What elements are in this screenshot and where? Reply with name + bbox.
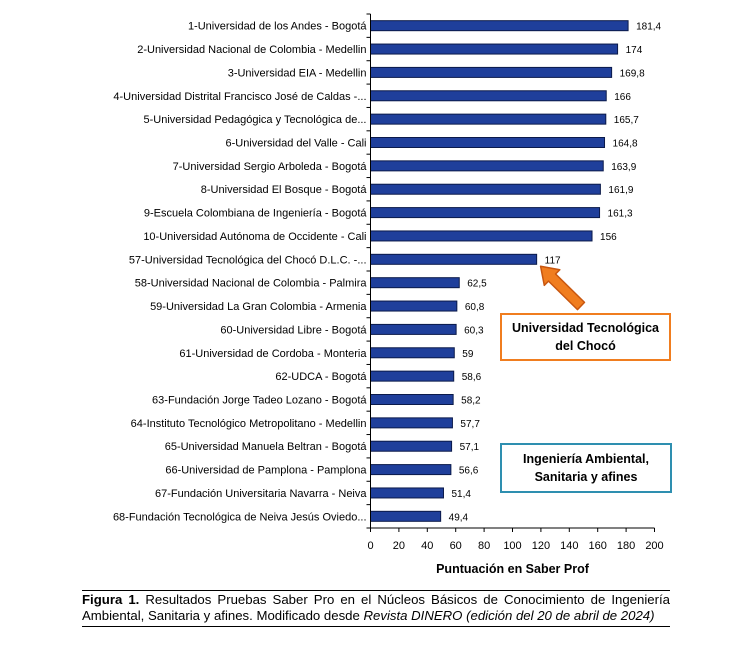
callout-area-line-1: Ingeniería Ambiental, <box>523 451 649 466</box>
category-label: 59-Universidad La Gran Colombia - Armenia <box>150 301 367 314</box>
value-label: 57,1 <box>459 442 480 454</box>
category-label: 3-Universidad EIA - Medellin <box>227 67 367 80</box>
category-label: 64-Instituto Tecnológico Metropolitano - Medellin <box>130 417 367 430</box>
callout-arrow <box>541 266 585 309</box>
bar <box>371 418 453 428</box>
x-tick-label: 120 <box>531 540 551 552</box>
bar <box>371 511 441 521</box>
caption-label: Figura 1. <box>82 592 140 607</box>
category-label: 7-Universidad Sergio Arboleda - Bogotá <box>172 160 367 173</box>
bar <box>371 278 460 288</box>
bar <box>371 371 454 381</box>
x-tick-label: 20 <box>392 540 406 552</box>
bar <box>371 114 606 124</box>
x-tick-label: 80 <box>477 540 491 552</box>
category-label: 63-Fundación Jorge Tadeo Lozano - Bogotá <box>152 394 367 407</box>
category-label: 9-Escuela Colombiana de Ingeniería - Bogotá <box>143 207 367 220</box>
category-label: 58-Universidad Nacional de Colombia - Palmira <box>134 277 367 290</box>
bar <box>371 161 604 171</box>
category-label: 8-Universidad El Bosque - Bogotá <box>200 184 367 197</box>
category-label: 10-Universidad Autónoma de Occidente - Cali <box>143 230 367 243</box>
value-label: 156 <box>600 231 617 243</box>
category-label: 57-Universidad Tecnológica del Chocó D.L.C. -... <box>128 254 367 267</box>
category-label: 65-Universidad Manuela Beltran - Bogotá <box>164 441 367 454</box>
bar <box>371 184 601 194</box>
value-label: 166 <box>614 91 631 103</box>
value-label: 58,2 <box>461 395 481 407</box>
value-label: 49,4 <box>448 512 469 524</box>
bar <box>371 254 537 264</box>
value-label: 60,8 <box>464 302 485 314</box>
bar <box>371 395 454 405</box>
y-axis-ticks <box>367 14 371 528</box>
x-tick-label: 200 <box>645 540 664 552</box>
bar <box>371 138 605 148</box>
value-label: 163,9 <box>611 161 637 173</box>
bar <box>371 301 457 311</box>
bar <box>371 91 607 101</box>
x-tick-label: 180 <box>616 540 636 552</box>
value-label: 164,8 <box>612 138 638 150</box>
x-tick-label: 140 <box>560 540 579 552</box>
x-tick-label: 160 <box>588 540 607 552</box>
bar <box>371 441 452 451</box>
x-axis-title: Puntuación en Saber Prof <box>436 562 589 576</box>
bar <box>371 67 612 77</box>
x-axis-ticks <box>367 528 663 552</box>
value-label: 181,4 <box>636 21 662 33</box>
value-label: 59 <box>462 348 474 360</box>
x-tick-label: 40 <box>421 540 434 552</box>
x-tick-label: 60 <box>449 540 462 552</box>
caption-text: Resultados Pruebas Saber Pro en el Núcleos Básicos de Conocimiento de Ingeniería Ambiental, Sanitaria y afines. Modificado desde <box>82 592 670 623</box>
category-label: 68-Fundación Tecnológica de Neiva Jesús Oviedo... <box>112 511 367 524</box>
bar <box>371 44 618 54</box>
bar <box>371 208 600 218</box>
category-label: 5-Universidad Pedagógica y Tecnológica de... <box>143 114 367 127</box>
value-label: 161,9 <box>608 185 634 197</box>
value-label: 51,4 <box>451 488 471 500</box>
value-label: 174 <box>625 45 643 57</box>
category-label: 1-Universidad de los Andes - Bogotá <box>187 20 367 33</box>
bar <box>371 465 451 475</box>
value-label: 117 <box>544 255 561 267</box>
category-label: 60-Universidad Libre - Bogotá <box>220 324 367 337</box>
value-label: 57,7 <box>460 418 480 430</box>
category-label: 4-Universidad Distrital Francisco José de Caldas -... <box>113 90 367 103</box>
callout-uni-line-2: del Chocó <box>555 339 616 353</box>
value-label: 62,5 <box>467 278 487 290</box>
value-label: 165,7 <box>613 115 639 127</box>
value-label: 56,6 <box>458 465 479 477</box>
x-tick-label: 100 <box>503 540 522 552</box>
callout-uni-line-1: Universidad Tecnológica <box>511 320 660 335</box>
bar <box>371 348 455 358</box>
category-label: 61-Universidad de Cordoba - Monteria <box>179 347 367 360</box>
category-label: 66-Universidad de Pamplona - Pamplona <box>165 464 367 477</box>
callout-universidad-choco <box>500 313 671 361</box>
bar <box>371 21 629 31</box>
category-label: 62-UDCA - Bogotá <box>275 371 367 384</box>
caption-source: Revista DINERO <box>363 608 463 623</box>
x-tick-label: 0 <box>367 540 374 552</box>
value-label: 60,3 <box>464 325 484 337</box>
callout-ingenieria-ambiental <box>500 443 672 493</box>
bar <box>371 231 593 241</box>
callout-area-line-2: Sanitaria y afines <box>534 470 638 484</box>
value-label: 169,8 <box>619 68 645 80</box>
category-label: 67-Fundación Universitaria Navarra - Neiva <box>154 487 367 500</box>
bar <box>371 488 444 498</box>
bar <box>371 324 457 334</box>
category-labels <box>113 21 367 524</box>
category-label: 6-Universidad del Valle - Cali <box>225 137 367 150</box>
figure-caption <box>82 590 670 627</box>
value-label: 161,3 <box>607 208 633 220</box>
caption-note: (edición del 20 de abril de 2024) <box>466 608 655 623</box>
category-label: 2-Universidad Nacional de Colombia - Medellin <box>137 44 367 57</box>
value-label: 58,6 <box>461 372 482 384</box>
